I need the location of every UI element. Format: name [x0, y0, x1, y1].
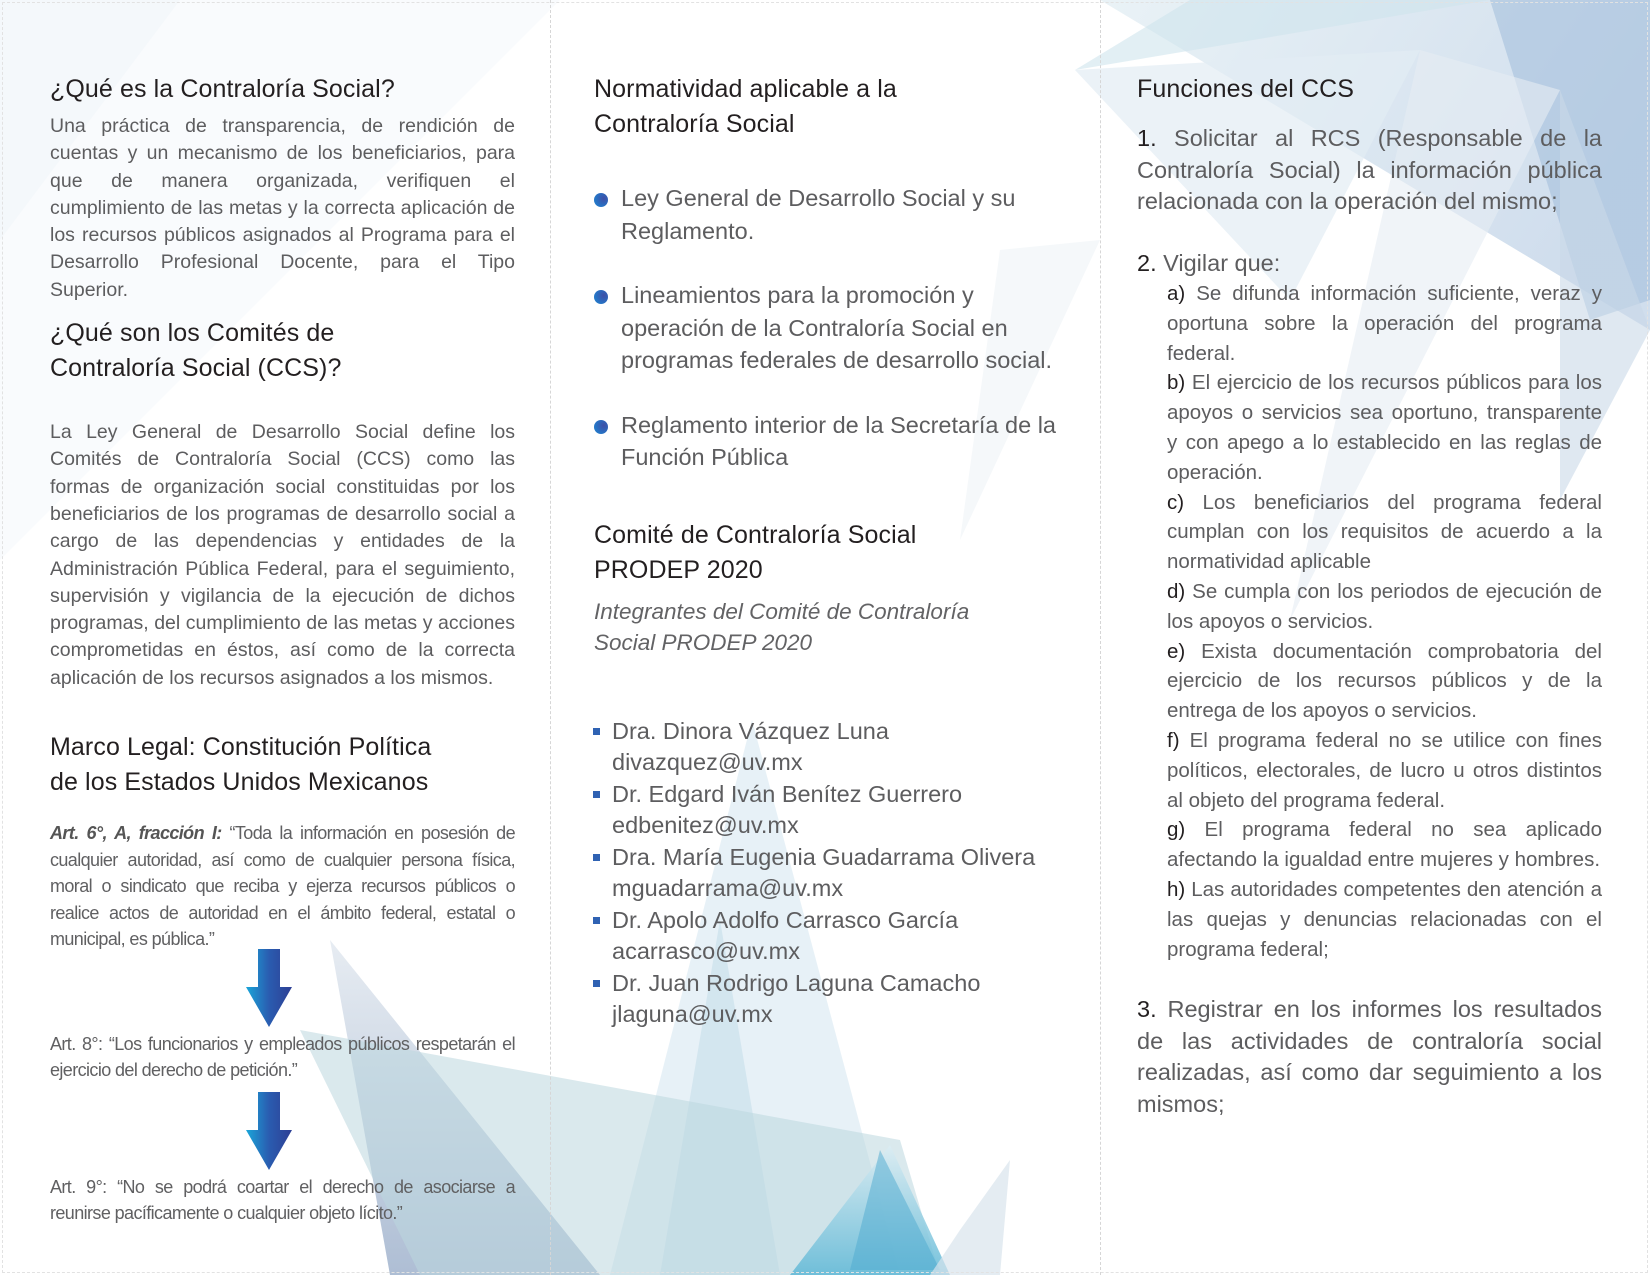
subitem-a	[1167, 279, 1602, 368]
panel-right	[1137, 72, 1602, 1120]
function-number: 2.	[1137, 249, 1157, 276]
list-item-text: Ley General de Desarrollo Social y su Reglamento.	[621, 185, 1016, 244]
function-text: Registrar en los informes los resultados de las actividades de contraloría social realizadas, así como dar seguimiento a los mismos;	[1137, 996, 1602, 1117]
subitem-text: Los beneficiarios del programa federal cumplan con los requisitos de acuerdo a la normatividad aplicable	[1167, 490, 1602, 574]
heading-funciones: Funciones del CCS	[1137, 75, 1355, 103]
bullet-square-icon	[593, 728, 600, 735]
normatividad-list	[594, 182, 1064, 474]
subitem-text: El programa federal no se utilice con fines políticos, electorales, de lucro u otros distintos al objeto del programa federal.	[1167, 728, 1602, 812]
heading-comite	[594, 518, 1064, 588]
member-name: Dr. Edgard Iván Benítez Guerrero	[612, 780, 963, 807]
members-list	[590, 716, 1064, 1031]
heading-que-son-comites	[50, 316, 515, 386]
subitem-letter: f)	[1167, 728, 1180, 752]
bullet-square-icon	[593, 980, 600, 987]
function-text: Solicitar al RCS (Responsable de la Contraloría Social) la información pública relacionada con la operación del mismo;	[1137, 125, 1602, 214]
subitem-text: Se difunda información suficiente, veraz y oportuna sobre la operación del programa federal.	[1167, 282, 1602, 365]
article-9: Art. 9°: “No se podrá coartar el derecho de asociarse a reunirse pacíficamente o cualquier objeto lícito.”	[50, 1176, 515, 1224]
subitem-text: Exista documentación comprobatoria del ejercicio de los recursos públicos y de la entrega de los apoyos o servicios.	[1167, 639, 1602, 723]
function-text: Vigilar que:	[1156, 249, 1281, 276]
function-item-1	[1137, 123, 1602, 218]
subitem-h	[1167, 875, 1602, 964]
member-name: Dra. Dinora Vázquez Luna	[612, 717, 889, 744]
subitem-letter: b)	[1167, 371, 1186, 395]
list-item	[594, 182, 1064, 247]
heading-que-es-contraloria: ¿Qué es la Contraloría Social?	[50, 75, 395, 103]
heading-marco-legal	[50, 730, 515, 800]
panel-left	[50, 72, 515, 1227]
member-email: divazquez@uv.mx	[612, 749, 803, 775]
subitem-text: El programa federal no sea aplicado afectando la igualdad entre mujeres y hombres.	[1167, 818, 1602, 872]
heading-line: Contraloría Social (CCS)?	[50, 354, 342, 383]
subitem-letter: e)	[1167, 639, 1186, 663]
subitem-text: Se cumpla con los periodos de ejecución de los apoyos o servicios.	[1167, 579, 1602, 633]
bullet-square-icon	[593, 854, 600, 861]
arrow-down-icon	[246, 1092, 292, 1170]
heading-line: ¿Qué son los Comités de	[50, 319, 335, 348]
list-item-text: Lineamientos para la promoción y operación de la Contraloría Social en programas federales de desarrollo social.	[621, 282, 1053, 373]
panel-middle	[594, 72, 1064, 1031]
subitem-text: El ejercicio de los recursos públicos para los apoyos o servicios sea oportuno, transparente y con apego a lo establecido en las reglas de operación.	[1167, 371, 1602, 484]
heading-line: PRODEP 2020	[594, 555, 763, 584]
member-item	[590, 968, 1064, 1031]
member-email: mguadarrama@uv.mx	[612, 875, 844, 901]
fold-line-2	[1100, 0, 1101, 1275]
subitem-b	[1167, 368, 1602, 487]
member-email: acarrasco@uv.mx	[612, 938, 800, 964]
heading-line: Normatividad aplicable a la	[594, 75, 897, 103]
heading-normatividad	[594, 72, 1064, 142]
bullet-dot-icon	[594, 193, 608, 207]
subitem-letter: a)	[1167, 282, 1186, 305]
bullet-dot-icon	[594, 290, 608, 304]
article-6-text: “Toda la información en posesión de cualquier autoridad, así como de cualquier persona física, moral o sindicato que reciba y ejerza recursos públicos o realice actos de autoridad en el ámbito federal, estatal o municipal, es pública.”	[50, 823, 515, 950]
paragraph-que-es-contraloria: Una práctica de transparencia, de rendición de cuentas y un mecanismo de los beneficiarios, para que de manera organizada, verifiquen el cumplimiento de las metas y la correcta aplicación de los recursos públicos asignados al Programa para el Desarrollo Profesional Docente, para el Tipo Superior.	[50, 115, 515, 301]
heading-line: Marco Legal: Constitución Política	[50, 733, 432, 762]
heading-line: Contraloría Social	[594, 110, 795, 138]
subitem-text: Las autoridades competentes den atención a las quejas y denuncias relacionadas con el programa federal;	[1167, 877, 1602, 961]
list-item	[594, 409, 1064, 474]
member-name: Dra. María Eugenia Guadarrama Olivera	[612, 843, 1036, 870]
fold-line-1	[550, 0, 551, 1275]
subitem-letter: d)	[1167, 579, 1186, 603]
function-number: 3.	[1137, 996, 1157, 1023]
bullet-square-icon	[593, 791, 600, 798]
subtitle-integrantes	[594, 596, 1064, 658]
member-email: edbenitez@uv.mx	[612, 812, 799, 838]
subitem-letter: c)	[1167, 490, 1185, 514]
article-8: Art. 8°: “Los funcionarios y empleados públicos respetarán el ejercicio del derecho de petición.”	[50, 1033, 515, 1081]
subitem-letter: h)	[1167, 877, 1186, 901]
list-item-text: Reglamento interior de la Secretaría de la Función Pública	[621, 411, 1056, 470]
subitem-e	[1167, 637, 1602, 726]
function-item-3	[1137, 994, 1602, 1120]
subitem-c	[1167, 488, 1602, 577]
subitem-d	[1167, 577, 1602, 637]
member-name: Dr. Apolo Adolfo Carrasco García	[612, 906, 959, 933]
member-item	[590, 842, 1064, 905]
article-6	[50, 820, 515, 953]
member-item	[590, 779, 1064, 842]
bullet-dot-icon	[594, 420, 608, 434]
arrow-down-icon	[246, 949, 292, 1027]
member-name: Dr. Juan Rodrigo Laguna Camacho	[612, 969, 981, 996]
function-item-2	[1137, 248, 1602, 280]
member-item	[590, 905, 1064, 968]
heading-line: Comité de Contraloría Social	[594, 520, 917, 549]
bullet-square-icon	[593, 917, 600, 924]
function-number: 1.	[1137, 125, 1157, 151]
subitem-g	[1167, 815, 1602, 875]
subitem-letter: g)	[1167, 818, 1186, 842]
function-subitems	[1137, 279, 1602, 964]
paragraph-que-son-comites: La Ley General de Desarrollo Social define los Comités de Contraloría Social (CCS) como las formas de organización social constituidas por los beneficiarios de los programas de desarrollo social a cargo de las dependencias y entidades de la Administración Pública Federal, para el seguimiento, supervisión y vigilancia de la ejecución de dichos programas, del cumplimiento de las metas y acciones comprometidas en éstos, así como de la correcta aplicación de los recursos asignados a los mismos.	[50, 421, 515, 689]
article-6-label: Art. 6°, A, fracción I:	[50, 823, 222, 844]
member-item	[590, 716, 1064, 779]
subtitle-line: Integrantes del Comité de Contraloría	[594, 598, 970, 624]
list-item	[594, 279, 1064, 377]
subtitle-line: Social PRODEP 2020	[594, 629, 813, 655]
heading-line: de los Estados Unidos Mexicanos	[50, 768, 429, 797]
member-email: jlaguna@uv.mx	[612, 1001, 773, 1027]
subitem-f	[1167, 726, 1602, 815]
